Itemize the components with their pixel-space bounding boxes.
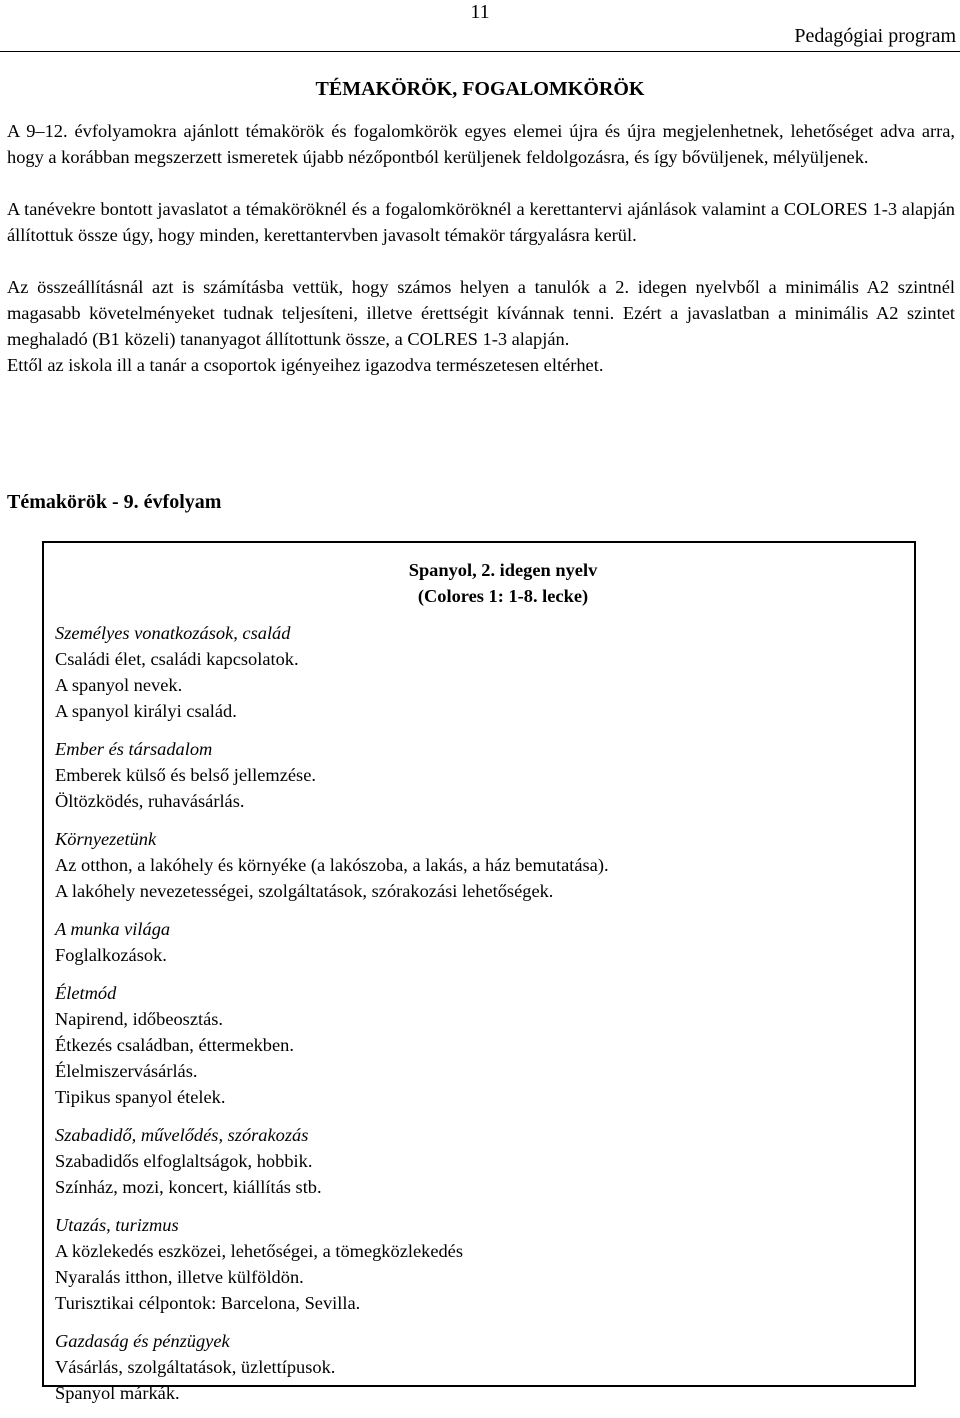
topic-title: Személyes vonatkozások, család <box>55 623 291 643</box>
section-heading: Témakörök - 9. évfolyam <box>7 491 222 513</box>
topic-block <box>55 980 609 1110</box>
topic-item: A lakóhely nevezetességei, szolgáltatások, szórakozási lehetőségek. <box>55 881 554 901</box>
topics-table <box>42 541 916 1403</box>
topic-item: Napirend, időbeosztás. <box>55 1009 224 1029</box>
program-label: Pedagógiai program <box>794 25 956 47</box>
page-number: 11 <box>470 1 490 23</box>
topic-block <box>55 736 609 814</box>
intro-paragraph: A tanévekre bontott javaslatot a témaköröknél és a fogalomköröknél a kerettantervi ajánlások valamint a COLORES 1-3 alapján állítottuk össze úgy, hogy minden, kerettantervben javasolt témakör tárgyalásra kerül. <box>7 199 955 245</box>
topic-block <box>55 1328 609 1406</box>
intro-paragraph: Ettől az iskola ill a tanár a csoportok igényeihez igazodva természetesen eltérhet. <box>7 355 604 375</box>
topic-item: Spanyol márkák. <box>55 1383 180 1403</box>
topic-title: Utazás, turizmus <box>55 1215 179 1235</box>
topic-item: Tipikus spanyol ételek. <box>55 1087 226 1107</box>
topic-item: A spanyol nevek. <box>55 675 183 695</box>
topic-item: Emberek külső és belső jellemzése. <box>55 765 316 785</box>
topic-title: Ember és társadalom <box>55 739 213 759</box>
topic-block <box>55 1212 609 1316</box>
topic-item: Szabadidős elfoglaltságok, hobbik. <box>55 1151 313 1171</box>
header-divider <box>0 51 960 52</box>
topic-block <box>55 620 609 724</box>
topic-item: Öltözködés, ruhavásárlás. <box>55 791 245 811</box>
topic-item: Színház, mozi, koncert, kiállítás stb. <box>55 1177 322 1197</box>
topic-block <box>55 916 609 968</box>
topic-item: A közlekedés eszközei, lehetőségei, a tömegközlekedés <box>55 1241 464 1261</box>
intro-paragraph: Az összeállításnál azt is számításba vettük, hogy számos helyen a tanulók a 2. idegen nyelvből a minimális A2 szintnél magasabb követelményeket tudnak teljesíteni, illetve érettségit kívánnak tenni. Ezért a javaslatban a minimális A2 szintet meghaladó (B1 közeli) tananyagot állítottunk össze, a COLRES 1-3 alapján. <box>7 277 955 349</box>
topic-item: Foglalkozások. <box>55 945 167 965</box>
topic-block <box>55 826 609 904</box>
topic-item: Turisztikai célpontok: Barcelona, Sevilla. <box>55 1293 361 1313</box>
topic-title: Környezetünk <box>55 829 157 849</box>
intro-text <box>7 118 955 378</box>
topic-item: Az otthon, a lakóhely és környéke (a lakószoba, a lakás, a ház bemutatása). <box>55 855 609 875</box>
topic-title: Szabadidő, művelődés, szórakozás <box>55 1125 309 1145</box>
topic-title: Gazdaság és pénzügyek <box>55 1331 230 1351</box>
topic-item: Vásárlás, szolgáltatások, üzlettípusok. <box>55 1357 336 1377</box>
table-heading <box>374 557 632 609</box>
topic-item: Nyaralás itthon, illetve külföldön. <box>55 1267 304 1287</box>
topic-block <box>55 1122 609 1200</box>
topic-item: A spanyol királyi család. <box>55 701 237 721</box>
table-heading-textbook: (Colores 1: 1-8. lecke) <box>417 586 589 606</box>
topic-item: Családi élet, családi kapcsolatok. <box>55 649 299 669</box>
topic-item: Élelmiszervásárlás. <box>55 1061 198 1081</box>
topic-title: Életmód <box>55 983 117 1003</box>
table-heading-language: Spanyol, 2. idegen nyelv <box>408 560 598 580</box>
topic-item: Étkezés családban, éttermekben. <box>55 1035 294 1055</box>
topic-title: A munka világa <box>55 919 171 939</box>
topic-list <box>55 620 609 1418</box>
page-title: TÉMAKÖRÖK, FOGALOMKÖRÖK <box>315 78 645 100</box>
intro-paragraph: A 9–12. évfolyamokra ajánlott témakörök és fogalomkörök egyes elemei újra és újra megjelenhetnek, lehetőséget adva arra, hogy a korábban megszerzett ismeretek újabb nézőpontból kerüljenek feldolgozásra, és így bővüljenek, mélyüljenek. <box>7 121 955 167</box>
